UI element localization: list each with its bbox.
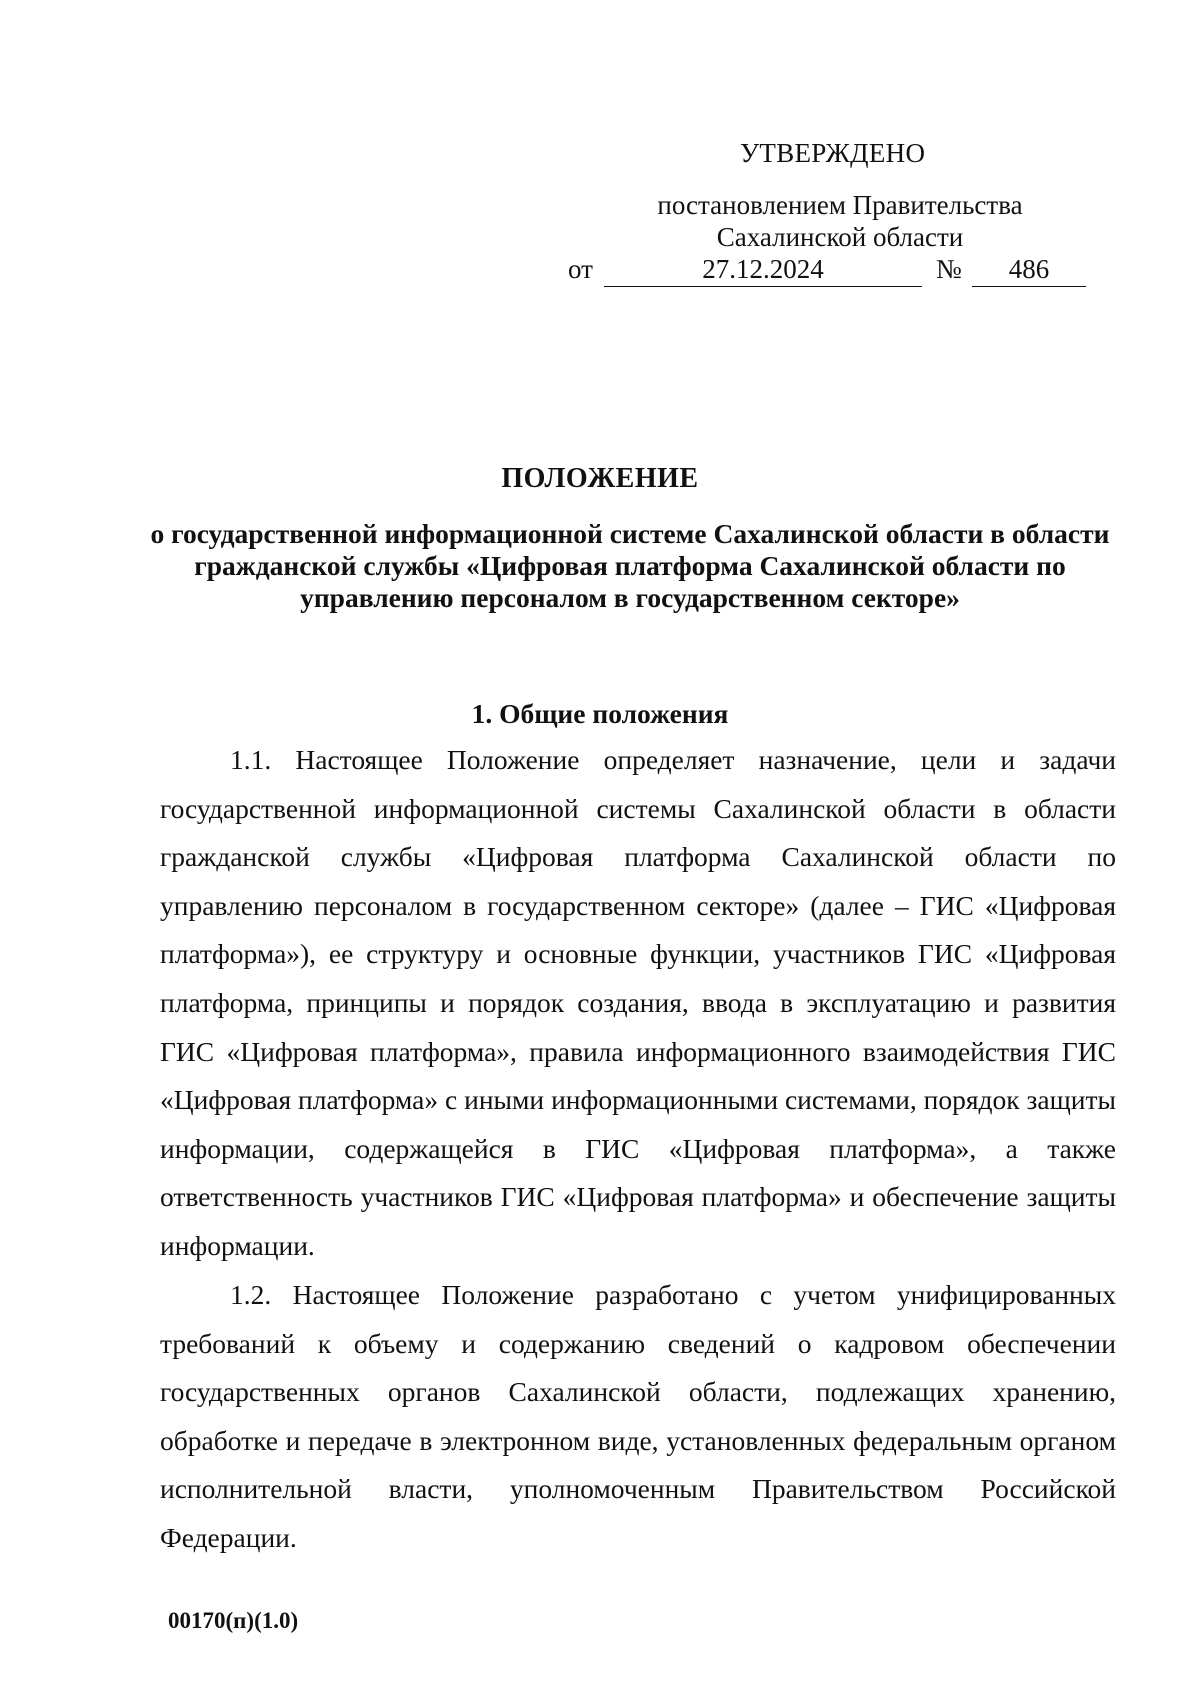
approval-date-row <box>568 254 1088 290</box>
approval-line-1: постановлением Правительства <box>657 190 1023 220</box>
approval-heading: УТВЕРЖДЕНО <box>740 138 926 168</box>
approval-line-2: Сахалинской области <box>716 222 964 252</box>
document-subtitle: о государственной информационной системе Сахалинской области в области гражданской службы «Цифровая платформа Сахалинской области по управлению персоналом в государственном секторе» <box>150 518 1110 613</box>
paragraph-1-2: 1.2. Настоящее Положение разработано с учетом унифицированных требований к объему и содержанию сведений о кадровом обеспечении государственных органов Сахалинской области, подлежащих хранению, обработке и передаче в электронном виде, установленных федеральным органом исполнительной власти, уполномоченным Правительством Российской Федерации. <box>160 1279 1116 1553</box>
date-prefix: от <box>568 254 593 284</box>
document-title: ПОЛОЖЕНИЕ <box>501 463 699 494</box>
approval-number: 486 <box>972 254 1086 287</box>
number-sign: № <box>936 254 962 284</box>
paragraph-1-1: 1.1. Настоящее Положение определяет назначение, цели и задачи государственной информационной системы Сахалинской области в области гражданской службы «Цифровая платформа Сахалинской области по управлению персоналом в государственном секторе» (далее – ГИС «Цифровая платформа»), ее структуру и основные функции, участников ГИС «Цифровая платформа, принципы и порядок создания, ввода в эксплуатацию и развития ГИС «Цифровая платформа», правила информационного взаимодействия ГИС «Цифровая платформа» с иными информационными системами, порядок защиты информации, содержащейся в ГИС «Цифровая платформа», а также ответственность участников ГИС «Цифровая платформа» и обеспечение защиты информации. <box>160 744 1116 1261</box>
approval-date: 27.12.2024 <box>604 254 922 287</box>
section-heading: 1. Общие положения <box>471 698 729 729</box>
footer-code: 00170(п)(1.0) <box>168 1608 299 1633</box>
